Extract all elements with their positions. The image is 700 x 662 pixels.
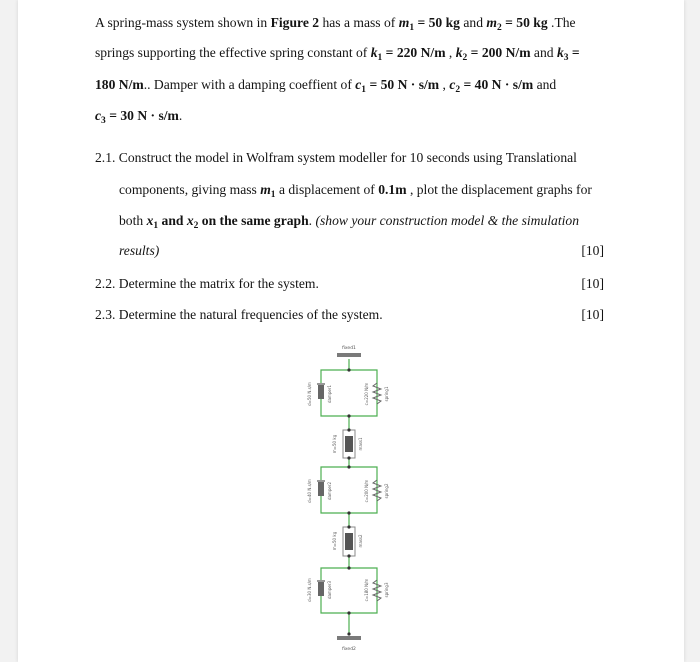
q2-marks: [10] — [581, 276, 604, 291]
fixed1-label: fixed1 — [342, 346, 356, 351]
document-page — [18, 0, 684, 662]
mass2-value: m=50 kg — [332, 531, 337, 551]
q2-line: 2.2. Determine the matrix for the system. — [95, 276, 319, 291]
mass2-component — [332, 527, 363, 556]
spring1-value: c=220 N/m — [364, 382, 369, 406]
damper2-label: damper2 — [327, 481, 332, 501]
spring2-value: c=200 N/m — [364, 479, 369, 503]
damper2-value: d=40 N.s/m — [307, 479, 312, 503]
fixed2-component — [337, 636, 361, 652]
intro-line-1: A spring-mass system shown in Figure 2 has a mass of $m_1 = 50$ kg and $m_2 = 50$ kg .The — [95, 15, 576, 33]
q1-line-4: results) — [119, 243, 160, 258]
q1-line-1: 2.1. Construct the model in Wolfram system modeller for 10 seconds using Translational — [95, 150, 577, 165]
damper1-component — [307, 382, 332, 406]
damper3-label: damper3 — [327, 580, 332, 600]
q1-line-3: both $x_1$ and $x_2$ on the same graph. (show your construction model & the simulation — [119, 213, 580, 231]
q3-line: 2.3. Determine the natural frequencies of the system. — [95, 307, 383, 322]
damper2-component — [307, 479, 332, 503]
mass1-value: m=50 kg — [332, 434, 337, 454]
connector-dots — [347, 368, 350, 635]
mass1-component — [332, 430, 363, 458]
q1-marks: [10] — [581, 243, 604, 258]
q1-line-2: components, giving mass $m_1$ a displacement of 0.1m , plot the displacement graphs for — [119, 182, 592, 200]
spring1-label: spring1 — [384, 386, 389, 402]
damper3-component — [307, 578, 332, 602]
mass1-label: mass1 — [358, 437, 363, 451]
spring3-value: c=180 N/m — [364, 578, 369, 602]
spring3-label: spring3 — [384, 582, 389, 598]
damper1-value: d=50 N.s/m — [307, 382, 312, 406]
q3-marks: [10] — [581, 307, 604, 322]
intro-line-4: $c_3 = 30$ N · s/m. — [95, 108, 183, 126]
fixed2-label: fixed2 — [342, 647, 356, 652]
mass2-label: mass2 — [358, 534, 363, 548]
damper3-value: d=30 N.s/m — [307, 578, 312, 602]
spring2-label: spring2 — [384, 483, 389, 499]
intro-line-3: 180 N/m.. Damper with a damping coeffient of $c_1 = 50$ N · s/m , $c_2 = 40$ N · s/m and — [95, 77, 557, 95]
figure-2-diagram — [18, 0, 684, 662]
intro-line-2: springs supporting the effective spring constant of $k_1 = 220$ N/m , $k_2 = 200$ N/m and $k_3$ = — [95, 45, 580, 63]
damper1-label: damper1 — [327, 384, 332, 404]
fixed1-component — [337, 345, 361, 357]
